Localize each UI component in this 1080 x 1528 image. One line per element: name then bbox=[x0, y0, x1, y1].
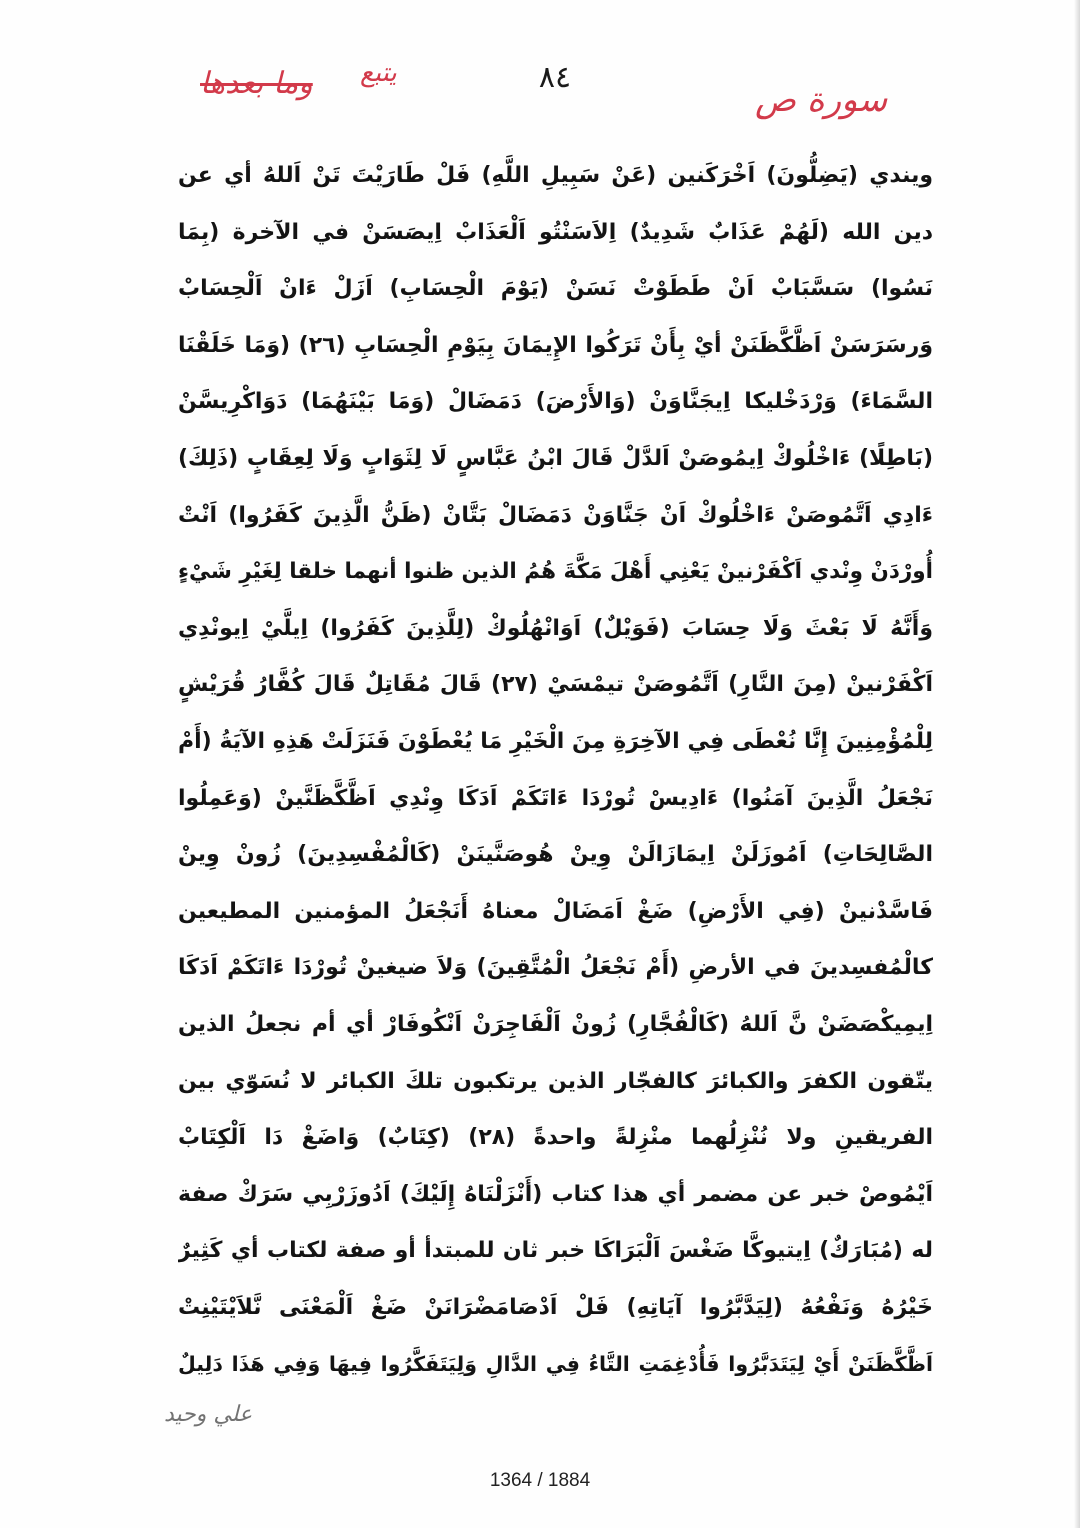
text-line: دين الله (لَهُمْ عَذَابٌ شَدِيدٌ) اِلاَسَنْتُو اَلْعَذَابْ اِيصَسَنْ في الآخرة (بِمَا bbox=[178, 219, 933, 245]
page-number: ٨٤ bbox=[538, 60, 572, 95]
handwritten-surah-title: سورة ص bbox=[755, 80, 888, 120]
text-line: (بَاطِلًا) ءَاخْلُوكْ اِيمُوصَنْ اَلدَّلْ قَالَ ابْنُ عَبَّاسٍ لَا لِثَوَابٍ وَلَا لِعِقَابٍ (ذَلِكَ) bbox=[178, 445, 933, 471]
text-line: اَكْفَرْنينْ (مِنَ النَّارِ) اَتَّمُوصَنْ تيمْسَيْ (٢٧) قَالَ مُقَاتِلٌ قَالَ كُفَّارُ قُرَيْشٍ bbox=[178, 672, 933, 698]
text-line: لِلْمُؤْمِنِينَ إِنَّا نُعْطَى فِي الآخِرَةِ مِنَ الْخَيْرِ مَا يُعْطَوْنَ فَنَزَلَتْ هَذِهِ الآيَةُ (أَمْ bbox=[178, 728, 933, 754]
handwritten-note-middle: يتبع bbox=[360, 58, 397, 88]
tafsir-text-block bbox=[178, 148, 933, 1393]
text-line: أُورْدَنْ وِنْدي اَكْفَرْنينْ يَعْنِي أَهْلَ مَكَّةَ هُمُ الذين ظنوا أنهما خلقا لِغَيْرِ شَيْءٍ bbox=[178, 559, 933, 585]
text-line: فَاسَّدْنينْ (فِي الأَرْضِ) ضَغْ اَمَضَالْ معناهُ أَنَجْعَلُ المؤمنين المطيعين bbox=[178, 898, 933, 924]
text-line: اَيْمُوصْ خبر عن مضمر أي هذا كتاب (أَنْزَلْنَاهُ إِلَيْكَ) اَدُوزَرْبِي سَرَكْ صفة bbox=[178, 1181, 933, 1207]
text-line: اَظَّكَّظَنَنْ أَيْ لِيَتَدَبَّرُوا فَأُدْغِمَتِ التَّاءُ فِي الدَّالِ وَلِيَتَفَكَّرُوا فِيهَا وَفِي هَذَا دَلِيلٌ bbox=[178, 1352, 933, 1377]
page-edge-shadow bbox=[1074, 0, 1080, 1528]
handwritten-note-left: وما بعدها bbox=[200, 66, 313, 101]
text-line: وَرسَرَسَنْ اَظَّكَّظَنَنْ أيْ بِأَنْ تَرَكُوا الإِيمَانَ بِيَوْمِ الْحِسَابِ (٢٦) (وَمَا خَلَقْنَا bbox=[178, 332, 933, 358]
text-line: الفريقينِ ولا نُنْزِلُهما منْزِلةً واحدةً (٢٨) (كِتَابٌ) وَاضَغْ دَا اَلْكِتَابْ bbox=[178, 1125, 933, 1151]
pagination-indicator: 1364 / 1884 bbox=[489, 1470, 591, 1491]
text-line: نَسُوا) سَسَّبَابْ اَنْ طَطَوْتْ نَسَنْ (يَوْمَ الْحِسَابِ) اَزَلْ ءَانْ اَلْحِسَابْ bbox=[178, 276, 933, 302]
text-line: السَّمَاءَ) وَرْدَخْليكا اِيجَنَّاوَنْ (وَالأَرْضَ) دَمَضَالْ (وَمَا بَيْنَهُمَا) دَوَاكْرِيسَّنْ bbox=[178, 389, 933, 415]
text-line: يتّقون الكفرَ والكبائرَ كالفجّار الذين يرتكبون تلكَ الكبائر لا نُسَوّي بين bbox=[178, 1068, 933, 1094]
text-line: الصَّالِحَاتِ) اَمُوزَلَنْ اِيمَازَالَنْ وِينْ هُوصَنَّينَنْ (كَالْمُفْسِدِينَ) زُونْ وِينْ bbox=[178, 842, 933, 868]
text-line: له (مُبَارَكٌ) اِيتيوكَّا ضَغْسَ اَلْبَرَاكَا خبر ثان للمبتدأ أو صفة لكتاب أي كَثِيرٌ bbox=[178, 1238, 933, 1264]
text-line: اِيمِيكْصَضَنْ نَّ اَللهُ (كَالْفُجَّارِ) زُونْ اَلْفَاجِرَنْ اَنْكُوفَارْ أي أم نجعلُ الذين bbox=[178, 1011, 933, 1037]
handwritten-signature: علي وحيد bbox=[164, 1402, 253, 1427]
text-line: خَيْرُهُ وَنَفْعُهُ (لِيَدَّبَّرُوا آيَاتِهِ) فَلْ اَدْصَامَضْرَانَنْ ضَغْ اَلْمَعْنَى نَّلاَيْتَيْنِتْ bbox=[178, 1294, 933, 1320]
text-line: وَأَنَّهُ لَا بَعْثَ وَلَا حِسَابَ (فَوَيْلٌ) اَوَانْهُلُوكْ (لِلَّذِينَ كَفَرُوا) اِيلَّيْ اِيونْدِي bbox=[178, 615, 933, 641]
text-line: كالْمُفسِدينَ في الأرضِ (أَمْ نَجْعَلُ الْمُتَّقِينَ) وَلاَ ضيغينْ تُورْدَا ءَاتَكَمْ اَدَكَا bbox=[178, 955, 933, 981]
text-line: ءَادِي اَتَّمُوصَنْ ءَاخْلُوكْ اَنْ جَنَّاوَنْ دَمَضَالْ بَتَّانْ (ظَنُّ الَّذِينَ كَفَرُوا) اَنْتْ bbox=[178, 502, 933, 528]
text-line: ويندي (يَضِلُّونَ) اَخْرَكَنين (عَنْ سَبِيلِ اللَّهِ) فَلْ طَارَيْتَ تَنْ اَللهُ أي عن bbox=[178, 163, 933, 188]
text-line: نَجْعَلُ الَّذِينَ آمَنُوا) ءَادِيسْ تُورْدَا ءَاتَكَمْ اَدَكَا وِنْدِي اَظَّكَّظَنَّينْ (وَعَمِلُوا bbox=[178, 785, 933, 811]
